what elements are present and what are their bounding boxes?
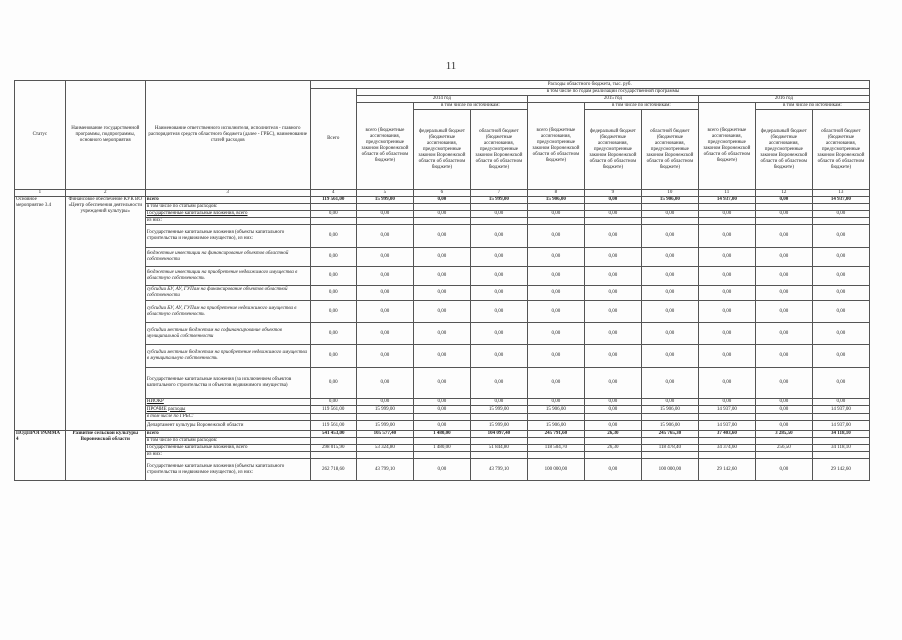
value-cell: 0,00 [413, 211, 470, 218]
column-number: 8 [527, 190, 584, 197]
value-cell [310, 204, 356, 211]
value-cell: 0,00 [755, 345, 812, 368]
value-cell: 100 000,00 [641, 459, 698, 481]
value-cell: 0,00 [584, 211, 641, 218]
value-cell: 14 937,00 [812, 406, 869, 414]
value-cell [527, 218, 584, 225]
value-cell [356, 414, 413, 421]
value-cell [755, 218, 812, 225]
value-cell: 15 999,00 [470, 197, 527, 204]
row-label: Государственные капитальные вложения (объекты капитального строительства и недвижимое имущество), из них: [145, 225, 310, 248]
value-cell: 0,00 [470, 248, 527, 267]
value-cell: 0,00 [641, 301, 698, 323]
value-cell: 37 403,60 [698, 431, 755, 438]
row-label: Государственные капитальные вложения (за исключением объектов капитального строительства и объектов недвижимого имущества) [145, 368, 310, 399]
header-expenses: Расходы областного бюджета, тыс. руб. [310, 81, 870, 89]
value-cell: 0,00 [527, 399, 584, 406]
value-cell [812, 218, 869, 225]
value-cell: 0,00 [812, 301, 869, 323]
row-label: бюджетные инвестиции на приобретение недвижимого имущества в областную собственность [145, 267, 310, 286]
value-cell: 119 561,00 [310, 406, 356, 414]
value-cell: 0,00 [310, 345, 356, 368]
value-cell [812, 452, 869, 459]
value-cell: 0,00 [698, 368, 755, 399]
header-col-federal-2014: федеральный бюджет (бюджетные ассигнования, предусмотренные законом Воронежской области об областном бюджете) [413, 110, 470, 190]
header-year-2014: 2014 год [356, 96, 527, 103]
value-cell: 43 799,10 [470, 459, 527, 481]
value-cell: 0,00 [413, 197, 470, 204]
value-cell: 0,00 [641, 368, 698, 399]
value-cell: 0,00 [527, 323, 584, 345]
row-label: из них: [145, 452, 310, 459]
column-number: 7 [470, 190, 527, 197]
value-cell: 0,00 [698, 248, 755, 267]
value-cell [356, 452, 413, 459]
value-cell: 0,00 [527, 368, 584, 399]
row-label: всего [145, 431, 310, 438]
header-col-total-2015: всего (бюджетные ассигнования, предусмотренные законом Воронежской области об областном бюджете) [527, 103, 584, 190]
value-cell: 0,00 [755, 286, 812, 301]
value-cell [641, 438, 698, 445]
value-cell [698, 452, 755, 459]
table-row [15, 197, 870, 204]
value-cell [527, 204, 584, 211]
value-cell [812, 438, 869, 445]
value-cell: 0,00 [641, 225, 698, 248]
row-status: ПОДПРОГРАММА 4 [15, 431, 66, 481]
value-cell: 0,00 [755, 421, 812, 431]
value-cell: 118 504,70 [527, 445, 584, 452]
value-cell: 29 142,60 [812, 459, 869, 481]
value-cell: 14 937,00 [698, 197, 755, 204]
header-executor: Наименование ответственного исполнителя, исполнителя - главного распорядителя средств областного бюджета (далее - ГРБС), наименование статей расходов [145, 81, 310, 190]
value-cell: 262 718,60 [310, 459, 356, 481]
value-cell [527, 438, 584, 445]
value-cell: 0,00 [755, 323, 812, 345]
value-cell: 15 999,00 [356, 421, 413, 431]
value-cell: 0,00 [641, 248, 698, 267]
value-cell [527, 452, 584, 459]
value-cell: 0,00 [356, 399, 413, 406]
value-cell: 0,00 [812, 211, 869, 218]
value-cell: 0,00 [584, 345, 641, 368]
value-cell: 0,00 [470, 368, 527, 399]
value-cell [584, 438, 641, 445]
row-label: из них: [145, 218, 310, 225]
row-label: бюджетные инвестиции на финансирование объектов областной собственности [145, 248, 310, 267]
value-cell: 15 906,00 [527, 197, 584, 204]
column-number: 3 [145, 190, 310, 197]
value-cell: 0,00 [413, 225, 470, 248]
value-cell: 0,00 [470, 345, 527, 368]
value-cell: 256,50 [755, 445, 812, 452]
value-cell [641, 204, 698, 211]
value-cell: 0,00 [310, 225, 356, 248]
value-cell: 14 937,00 [812, 197, 869, 204]
header-sources-2014: в том числе по источникам: [413, 103, 527, 110]
value-cell [755, 414, 812, 421]
value-cell: 0,00 [413, 301, 470, 323]
value-cell: 14 937,00 [698, 406, 755, 414]
value-cell: 118 478,40 [641, 445, 698, 452]
value-cell [527, 414, 584, 421]
value-cell: 0,00 [310, 248, 356, 267]
row-label: в том числе по ГРБС: [145, 414, 310, 421]
column-number: 1 [15, 190, 66, 197]
value-cell: 0,00 [356, 286, 413, 301]
value-cell: 0,00 [413, 368, 470, 399]
value-cell: 0,00 [310, 399, 356, 406]
value-cell: 0,00 [641, 286, 698, 301]
value-cell: 14 937,00 [812, 421, 869, 431]
header-year-2015: 2015 год [527, 96, 698, 103]
header-program-name: Наименование государственной программы, подпрограммы, основного мероприятия [65, 81, 145, 190]
row-status: Основное мероприятие 3.4 [15, 197, 66, 431]
value-cell: 0,00 [584, 421, 641, 431]
header-sources-2015: в том числе по источникам: [584, 103, 698, 110]
value-cell [755, 204, 812, 211]
row-label: в том числе по статьям расходов: [145, 204, 310, 211]
value-cell: 0,00 [755, 225, 812, 248]
value-cell: 51 844,80 [470, 445, 527, 452]
header-col-federal-2016: федеральный бюджет (бюджетные ассигнования, предусмотренные законом Воронежской области об областном бюджете) [755, 110, 812, 190]
value-cell: 53 324,80 [356, 445, 413, 452]
value-cell: 0,00 [470, 301, 527, 323]
header-col-regional-2015: областной бюджет (бюджетные ассигнования, предусмотренные законом Воронежской области об областном бюджете) [641, 110, 698, 190]
value-cell: 0,00 [310, 267, 356, 286]
value-cell: 0,00 [641, 345, 698, 368]
value-cell: 0,00 [698, 345, 755, 368]
row-label: Государственные капитальные вложения (объекты капитального строительства и недвижимое имущество), из них: [145, 459, 310, 481]
value-cell: 0,00 [470, 286, 527, 301]
value-cell: 1 480,00 [413, 431, 470, 438]
value-cell: 15 906,00 [527, 421, 584, 431]
column-number: 5 [356, 190, 413, 197]
value-cell [470, 204, 527, 211]
value-cell: 0,00 [584, 399, 641, 406]
value-cell: 0,00 [584, 286, 641, 301]
value-cell: 0,00 [413, 421, 470, 431]
value-cell: 0,00 [356, 211, 413, 218]
value-cell: 0,00 [698, 267, 755, 286]
value-cell: 0,00 [310, 211, 356, 218]
value-cell: 0,00 [310, 323, 356, 345]
value-cell: 0,00 [584, 225, 641, 248]
value-cell [812, 414, 869, 421]
page-number: 11 [445, 60, 457, 72]
value-cell: 105 577,40 [356, 431, 413, 438]
value-cell [584, 218, 641, 225]
value-cell: 0,00 [812, 267, 869, 286]
value-cell: 0,00 [527, 286, 584, 301]
column-number: 12 [755, 190, 812, 197]
row-label: Государственные капитальные вложения, всего [145, 445, 310, 452]
column-number: 6 [413, 190, 470, 197]
header-sources-2016: в том числе по источникам: [755, 103, 869, 110]
row-label: субсидии БУ, АУ, ГУПам на приобретение недвижимого имущества в областную собственность [145, 301, 310, 323]
column-number: 9 [584, 190, 641, 197]
header-col-federal-2015: федеральный бюджет (бюджетные ассигнования, предусмотренные законом Воронежской области об областном бюджете) [584, 110, 641, 190]
value-cell: 0,00 [812, 286, 869, 301]
value-cell: 15 906,00 [641, 406, 698, 414]
value-cell [413, 204, 470, 211]
value-cell: 0,00 [755, 301, 812, 323]
value-cell: 0,00 [413, 345, 470, 368]
value-cell [310, 438, 356, 445]
value-cell: 104 097,40 [470, 431, 527, 438]
value-cell: 0,00 [413, 406, 470, 414]
value-cell: 34 118,10 [812, 445, 869, 452]
value-cell [698, 438, 755, 445]
header-col-total-2014: всего (бюджетные ассигнования, предусмотренные законом Воронежской области об областном бюджете) [356, 103, 413, 190]
budget-table [14, 80, 870, 481]
value-cell: 0,00 [310, 301, 356, 323]
value-cell: 15 906,00 [641, 197, 698, 204]
value-cell: 0,00 [356, 301, 413, 323]
value-cell: 0,00 [755, 267, 812, 286]
row-label: в том числе по статьям расходов: [145, 438, 310, 445]
value-cell: 0,00 [413, 323, 470, 345]
value-cell: 0,00 [812, 225, 869, 248]
value-cell [470, 452, 527, 459]
value-cell [356, 218, 413, 225]
value-cell: 0,00 [356, 267, 413, 286]
value-cell: 0,00 [356, 225, 413, 248]
header-col-total-2016: всего (бюджетные ассигнования, предусмотренные законом Воронежской области об областном бюджете) [698, 103, 755, 190]
row-label: Государственные капитальные вложения, всего [145, 211, 310, 218]
value-cell [698, 218, 755, 225]
value-cell: 0,00 [470, 323, 527, 345]
value-cell: 0,00 [527, 345, 584, 368]
value-cell: 245 791,60 [527, 431, 584, 438]
value-cell: 29 142,60 [698, 459, 755, 481]
value-cell: 119 561,00 [310, 197, 356, 204]
row-program-name: Развитие сельской культуры Воронежской области [65, 431, 145, 481]
value-cell: 0,00 [755, 211, 812, 218]
value-cell: 298 015,90 [310, 445, 356, 452]
value-cell: 15 999,00 [356, 197, 413, 204]
header-total: Всего [310, 89, 356, 190]
value-cell: 0,00 [812, 323, 869, 345]
value-cell [698, 204, 755, 211]
value-cell: 0,00 [812, 399, 869, 406]
value-cell: 0,00 [812, 345, 869, 368]
header-col-regional-2016: областной бюджет (бюджетные ассигнования, предусмотренные законом Воронежской области об областном бюджете) [812, 110, 869, 190]
value-cell: 0,00 [310, 368, 356, 399]
value-cell: 0,00 [812, 368, 869, 399]
value-cell [584, 204, 641, 211]
value-cell [470, 438, 527, 445]
value-cell: 14 937,00 [698, 421, 755, 431]
value-cell: 0,00 [356, 368, 413, 399]
value-cell: 1 480,00 [413, 445, 470, 452]
value-cell: 541 453,00 [310, 431, 356, 438]
value-cell: 0,00 [755, 248, 812, 267]
value-cell [641, 218, 698, 225]
value-cell [812, 204, 869, 211]
row-program-name: Финансовое обеспечение КУК ВО «Центр обеспечения деятельности учреждений культуры» [65, 197, 145, 431]
value-cell [641, 414, 698, 421]
value-cell: 0,00 [584, 406, 641, 414]
value-cell: 119 561,00 [310, 421, 356, 431]
value-cell [641, 452, 698, 459]
value-cell: 0,00 [698, 323, 755, 345]
value-cell: 0,00 [584, 267, 641, 286]
value-cell [755, 452, 812, 459]
value-cell: 0,00 [356, 248, 413, 267]
value-cell: 0,00 [698, 225, 755, 248]
value-cell [413, 218, 470, 225]
value-cell: 0,00 [755, 459, 812, 481]
value-cell: 0,00 [584, 368, 641, 399]
row-label: субсидии БУ, АУ, ГУПам на финансирование объектов областной собственности [145, 286, 310, 301]
value-cell: 0,00 [527, 211, 584, 218]
value-cell: 0,00 [470, 399, 527, 406]
value-cell: 0,00 [698, 211, 755, 218]
value-cell [310, 452, 356, 459]
value-cell: 0,00 [584, 301, 641, 323]
value-cell: 0,00 [641, 399, 698, 406]
value-cell: 0,00 [584, 323, 641, 345]
value-cell: 0,00 [413, 248, 470, 267]
value-cell: 0,00 [584, 459, 641, 481]
value-cell: 0,00 [527, 301, 584, 323]
value-cell [310, 218, 356, 225]
value-cell [698, 414, 755, 421]
value-cell: 0,00 [470, 267, 527, 286]
value-cell: 0,00 [413, 267, 470, 286]
value-cell: 245 765,30 [641, 431, 698, 438]
value-cell: 0,00 [310, 286, 356, 301]
value-cell [356, 438, 413, 445]
value-cell: 0,00 [470, 225, 527, 248]
value-cell [310, 414, 356, 421]
header-by-years: в том числе по годам реализации государственной программы [356, 89, 869, 96]
column-number: 13 [812, 190, 869, 197]
value-cell: 0,00 [356, 345, 413, 368]
column-number: 11 [698, 190, 755, 197]
value-cell: 0,00 [755, 197, 812, 204]
value-cell: 0,00 [698, 286, 755, 301]
value-cell: 0,00 [812, 248, 869, 267]
header-status: Статус [15, 81, 66, 190]
value-cell [470, 218, 527, 225]
row-label: ПРОЧИЕ расходы [145, 406, 310, 414]
value-cell: 43 799,10 [356, 459, 413, 481]
row-label: всего [145, 197, 310, 204]
value-cell [356, 204, 413, 211]
value-cell: 0,00 [698, 301, 755, 323]
column-number: 10 [641, 190, 698, 197]
value-cell [413, 438, 470, 445]
value-cell: 0,00 [356, 323, 413, 345]
column-number-row [15, 190, 870, 197]
row-label: Департамент культуры Воронежской области [145, 421, 310, 431]
value-cell [413, 414, 470, 421]
header-year-2016: 2016 год [698, 96, 869, 103]
value-cell: 0,00 [413, 286, 470, 301]
row-label: субсидии местным бюджетам на приобретение недвижимого имущества в муниципальную собственность [145, 345, 310, 368]
row-label: НИОКР [145, 399, 310, 406]
value-cell: 100 000,00 [527, 459, 584, 481]
value-cell: 15 999,00 [470, 406, 527, 414]
value-cell: 0,00 [641, 267, 698, 286]
value-cell [584, 452, 641, 459]
value-cell: 34 118,10 [812, 431, 869, 438]
value-cell [470, 414, 527, 421]
value-cell [584, 414, 641, 421]
row-label: субсидии местным бюджетам на софинансирование объектов муниципальной собственности [145, 323, 310, 345]
column-number: 2 [65, 190, 145, 197]
column-number: 4 [310, 190, 356, 197]
value-cell: 15 999,00 [470, 421, 527, 431]
value-cell: 0,00 [755, 399, 812, 406]
value-cell [413, 452, 470, 459]
header-col-regional-2014: областной бюджет (бюджетные ассигнования, предусмотренные законом Воронежской области об областном бюджете) [470, 110, 527, 190]
value-cell: 0,00 [641, 323, 698, 345]
value-cell: 0,00 [584, 248, 641, 267]
value-cell: 0,00 [527, 248, 584, 267]
value-cell: 0,00 [527, 267, 584, 286]
value-cell: 0,00 [584, 197, 641, 204]
value-cell: 0,00 [527, 225, 584, 248]
value-cell: 15 906,00 [527, 406, 584, 414]
value-cell: 26,30 [584, 431, 641, 438]
table-row [15, 431, 870, 438]
value-cell: 0,00 [755, 368, 812, 399]
value-cell: 34 374,60 [698, 445, 755, 452]
value-cell: 0,00 [470, 211, 527, 218]
value-cell: 0,00 [413, 459, 470, 481]
value-cell: 0,00 [413, 399, 470, 406]
value-cell: 0,00 [755, 406, 812, 414]
value-cell: 15 999,00 [356, 406, 413, 414]
value-cell: 0,00 [698, 399, 755, 406]
value-cell: 3 285,50 [755, 431, 812, 438]
value-cell: 15 906,00 [641, 421, 698, 431]
value-cell [755, 438, 812, 445]
value-cell: 26,30 [584, 445, 641, 452]
value-cell: 0,00 [641, 211, 698, 218]
